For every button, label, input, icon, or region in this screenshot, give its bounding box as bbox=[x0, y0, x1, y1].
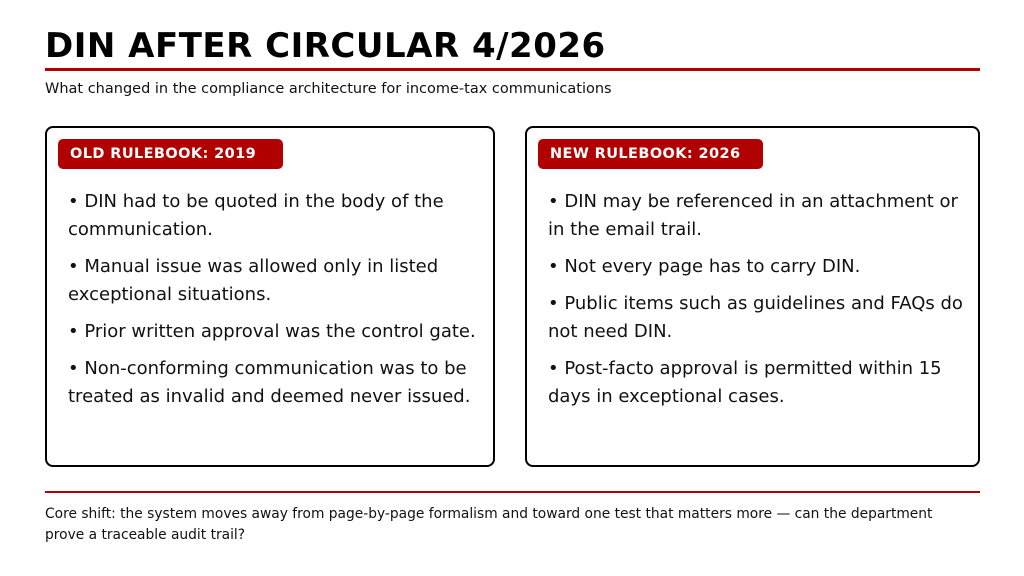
old-rulebook-item: • DIN had to be quoted in the body of the communication. bbox=[68, 191, 444, 240]
new-rulebook-item: • Not every page has to carry DIN. bbox=[548, 256, 861, 277]
old-rulebook-list bbox=[68, 188, 479, 420]
old-rulebook-item: • Prior written approval was the control gate. bbox=[68, 321, 476, 342]
new-rulebook-item: • Public items such as guidelines and FAQs do not need DIN. bbox=[548, 293, 963, 342]
new-rulebook-item: • Post-facto approval is permitted within 15 days in exceptional cases. bbox=[548, 358, 942, 407]
new-rulebook-badge: NEW RULEBOOK: 2026 bbox=[538, 139, 763, 169]
old-rulebook-item: • Non-conforming communication was to be treated as invalid and deemed never issued. bbox=[68, 358, 471, 407]
core-shift-note: Core shift: the system moves away from page-by-page formalism and toward one test that matters more — can the department prove a traceable audit trail? bbox=[45, 506, 933, 543]
slide-subtitle: What changed in the compliance architecture for income-tax communications bbox=[45, 81, 612, 97]
old-rulebook-panel bbox=[45, 126, 495, 467]
new-rulebook-panel bbox=[525, 126, 980, 467]
title-divider bbox=[45, 68, 980, 71]
old-rulebook-item: • Manual issue was allowed only in listed exceptional situations. bbox=[68, 256, 439, 305]
new-rulebook-list bbox=[548, 188, 964, 420]
new-rulebook-item: • DIN may be referenced in an attachment or in the email trail. bbox=[548, 191, 958, 240]
slide-title: DIN AFTER CIRCULAR 4/2026 bbox=[45, 26, 606, 66]
old-rulebook-badge: OLD RULEBOOK: 2019 bbox=[58, 139, 283, 169]
footer-divider bbox=[45, 491, 980, 493]
